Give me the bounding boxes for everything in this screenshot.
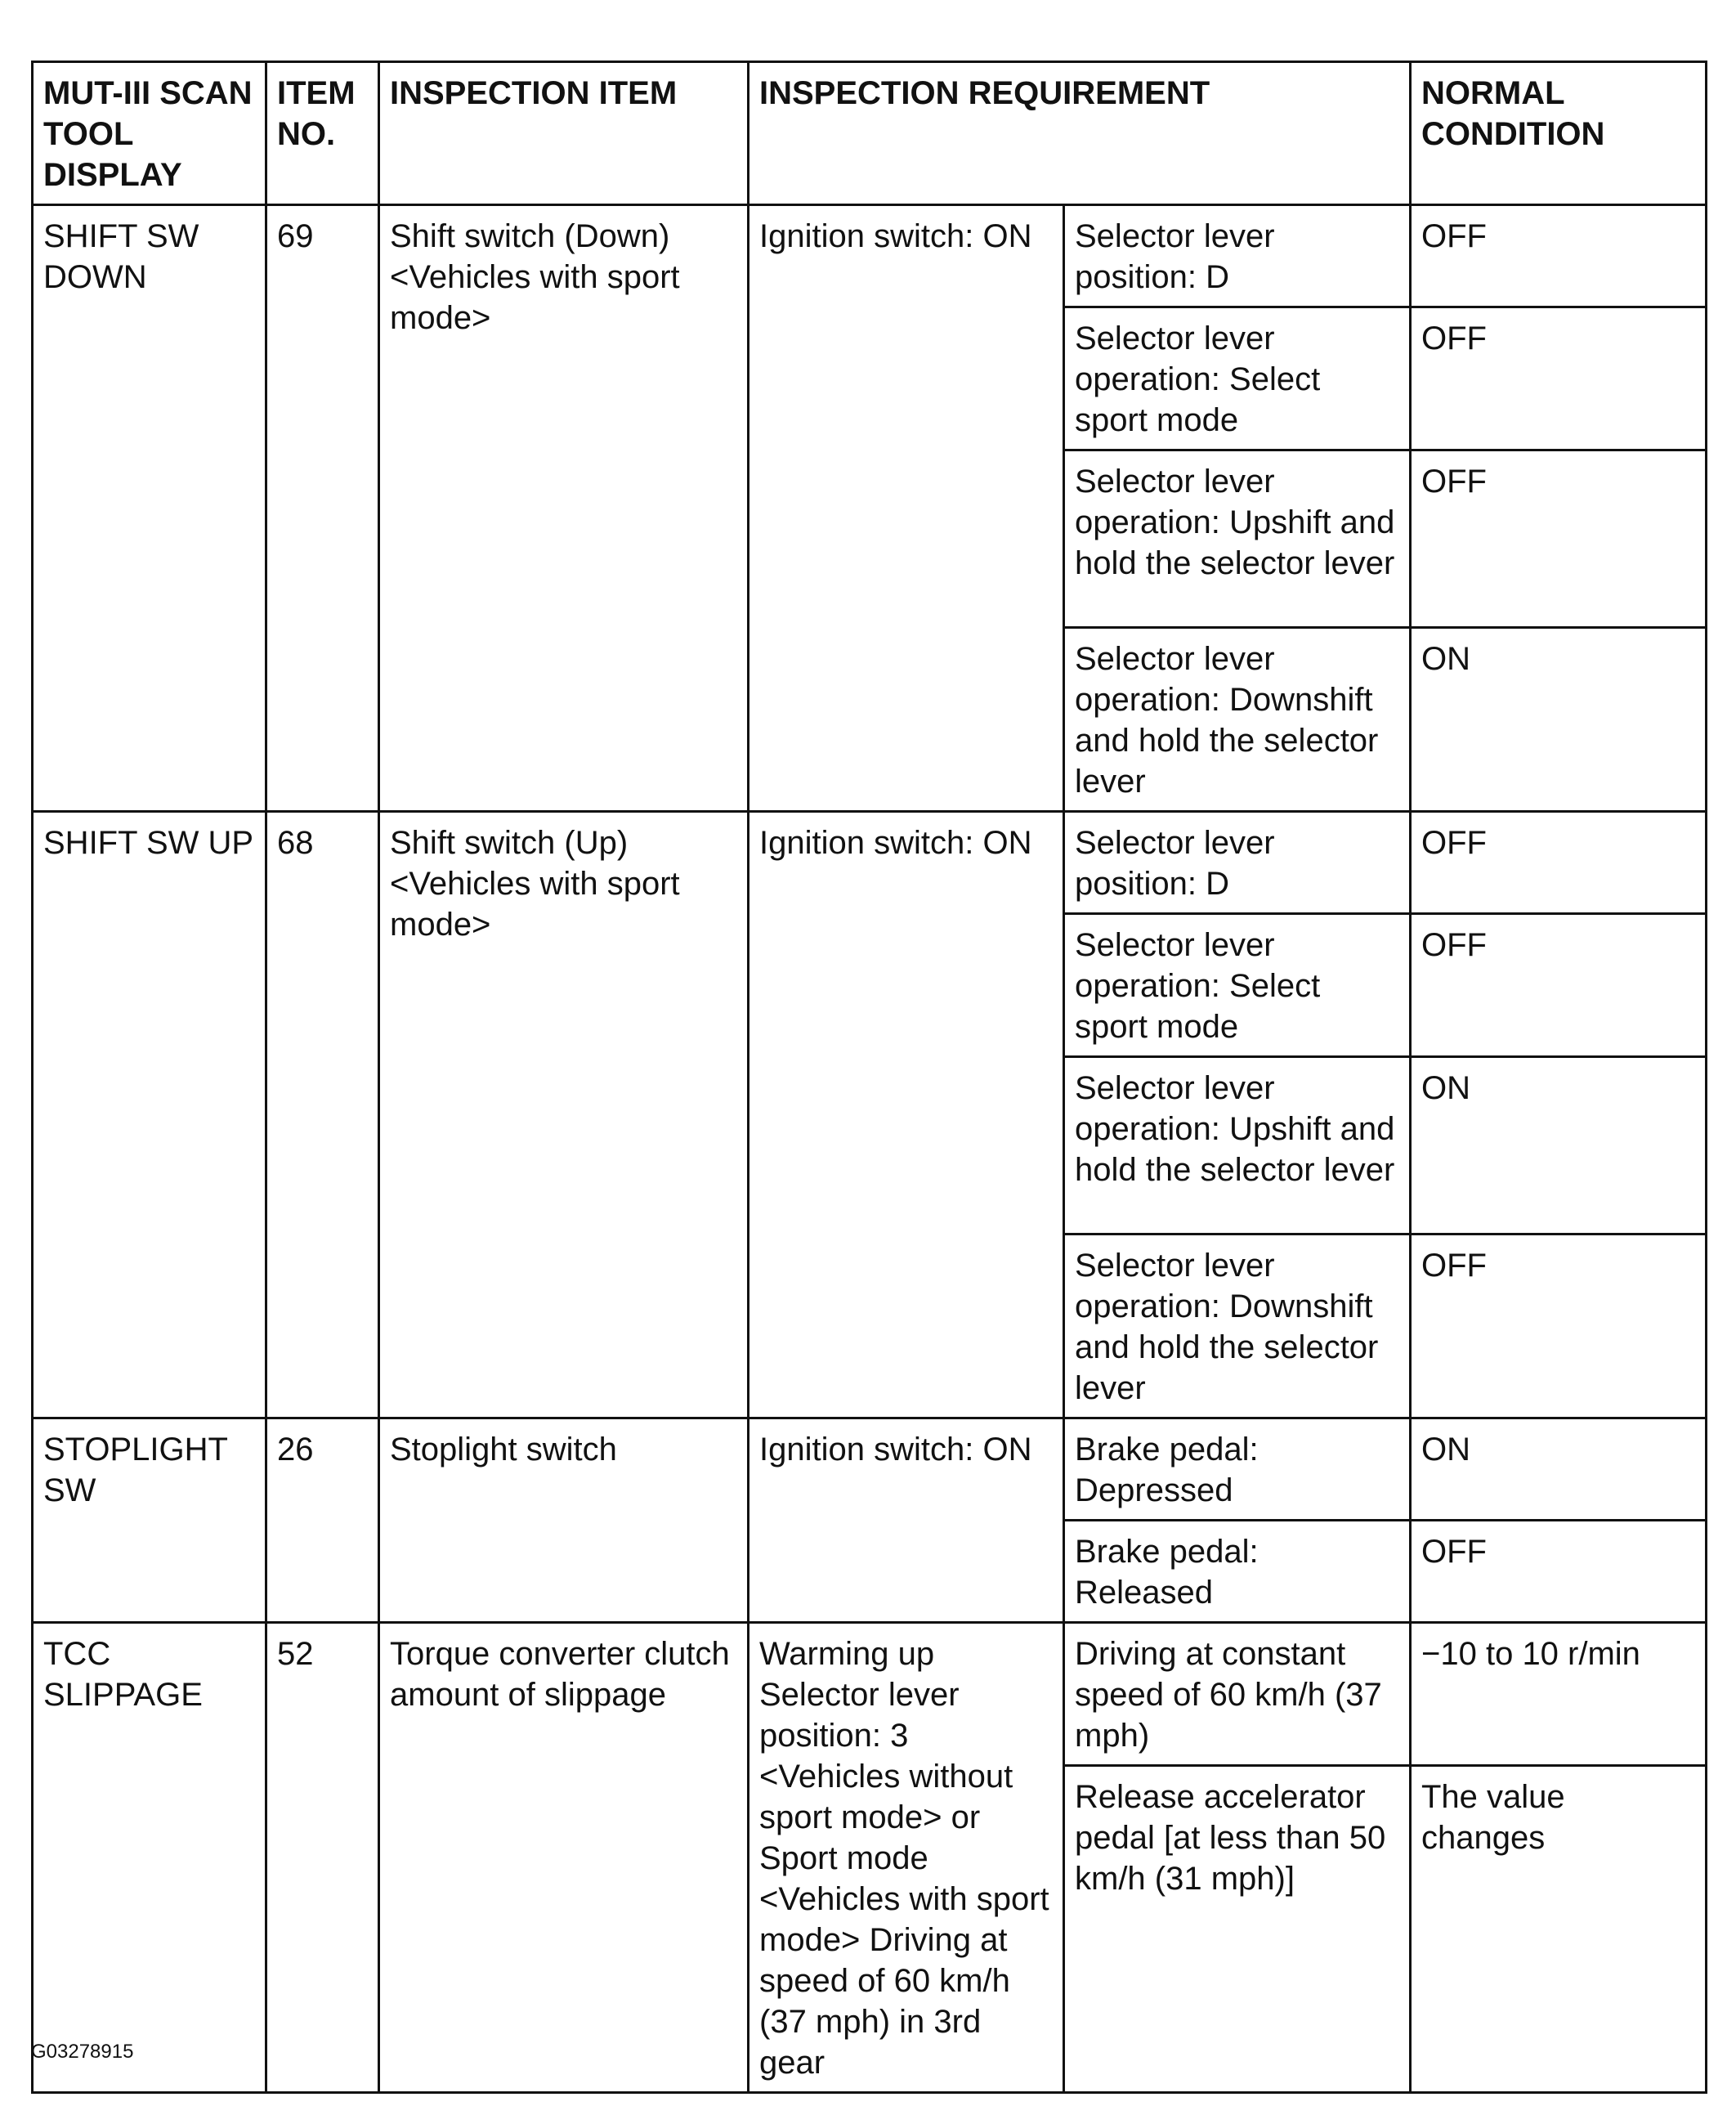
inspection-item-cell: Torque converter clutch amount of slippage [379,1623,749,2093]
normal-condition-cell: OFF [1411,1521,1707,1623]
normal-condition-cell: −10 to 10 r/min [1411,1623,1707,1766]
header-normal-condition: NORMAL CONDITION [1411,62,1707,205]
header-inspection-requirement: INSPECTION REQUIREMENT [749,62,1411,205]
condition-cell: Driving at constant speed of 60 km/h (37 mph) [1064,1623,1411,1766]
normal-condition-cell: OFF [1411,914,1707,1057]
header-row [33,62,1707,205]
inspection-table [31,60,1707,2094]
normal-condition-cell: ON [1411,1057,1707,1235]
normal-condition-cell: OFF [1411,205,1707,307]
condition-cell: Selector lever operation: Downshift and hold the selector lever [1064,1235,1411,1418]
header-item-no: ITEM NO. [266,62,379,205]
display-cell: SHIFT SW UP [33,812,266,1418]
normal-condition-cell: OFF [1411,1235,1707,1418]
display-cell: SHIFT SW DOWN [33,205,266,812]
requirement-cell: Ignition switch: ON [749,1418,1064,1623]
display-cell: TCC SLIPPAGE [33,1623,266,2093]
condition-cell: Selector lever operation: Downshift and hold the selector lever [1064,628,1411,812]
normal-condition-cell: OFF [1411,812,1707,914]
inspection-item-cell: Shift switch (Down) <Vehicles with sport mode> [379,205,749,812]
normal-condition-cell: The value changes [1411,1766,1707,2093]
inspection-item-cell: Stoplight switch [379,1418,749,1623]
item-no-cell: 52 [266,1623,379,2093]
normal-condition-cell: ON [1411,628,1707,812]
header-inspection-item: INSPECTION ITEM [379,62,749,205]
header-display: MUT-III SCAN TOOL DISPLAY [33,62,266,205]
requirement-cell: Ignition switch: ON [749,812,1064,1418]
condition-cell: Brake pedal: Depressed [1064,1418,1411,1521]
item-no-cell: 26 [266,1418,379,1623]
normal-condition-cell: OFF [1411,307,1707,450]
condition-cell: Selector lever position: D [1064,205,1411,307]
item-no-cell: 69 [266,205,379,812]
inspection-item-cell: Shift switch (Up) <Vehicles with sport mode> [379,812,749,1418]
table-row [33,812,1707,914]
condition-cell: Selector lever operation: Select sport mode [1064,307,1411,450]
inspection-table-container [31,60,1705,2094]
requirement-cell: Warming up Selector lever position: 3 <Vehicles without sport mode> or Sport mode <Vehicles with sport mode> Driving at speed of 60 km/h (37 mph) in 3rd gear [749,1623,1064,2093]
table-row [33,1418,1707,1521]
normal-condition-cell: OFF [1411,450,1707,628]
display-cell: STOPLIGHT SW [33,1418,266,1623]
condition-cell: Release accelerator pedal [at less than 50 km/h (31 mph)] [1064,1766,1411,2093]
condition-cell: Selector lever operation: Upshift and hold the selector lever [1064,1057,1411,1235]
condition-cell: Selector lever position: D [1064,812,1411,914]
table-row [33,205,1707,307]
condition-cell: Selector lever operation: Upshift and hold the selector lever [1064,450,1411,628]
condition-cell: Brake pedal: Released [1064,1521,1411,1623]
condition-cell: Selector lever operation: Select sport mode [1064,914,1411,1057]
normal-condition-cell: ON [1411,1418,1707,1521]
requirement-cell: Ignition switch: ON [749,205,1064,812]
item-no-cell: 68 [266,812,379,1418]
table-row [33,1623,1707,1766]
figure-id: G03278915 [31,2041,134,2063]
